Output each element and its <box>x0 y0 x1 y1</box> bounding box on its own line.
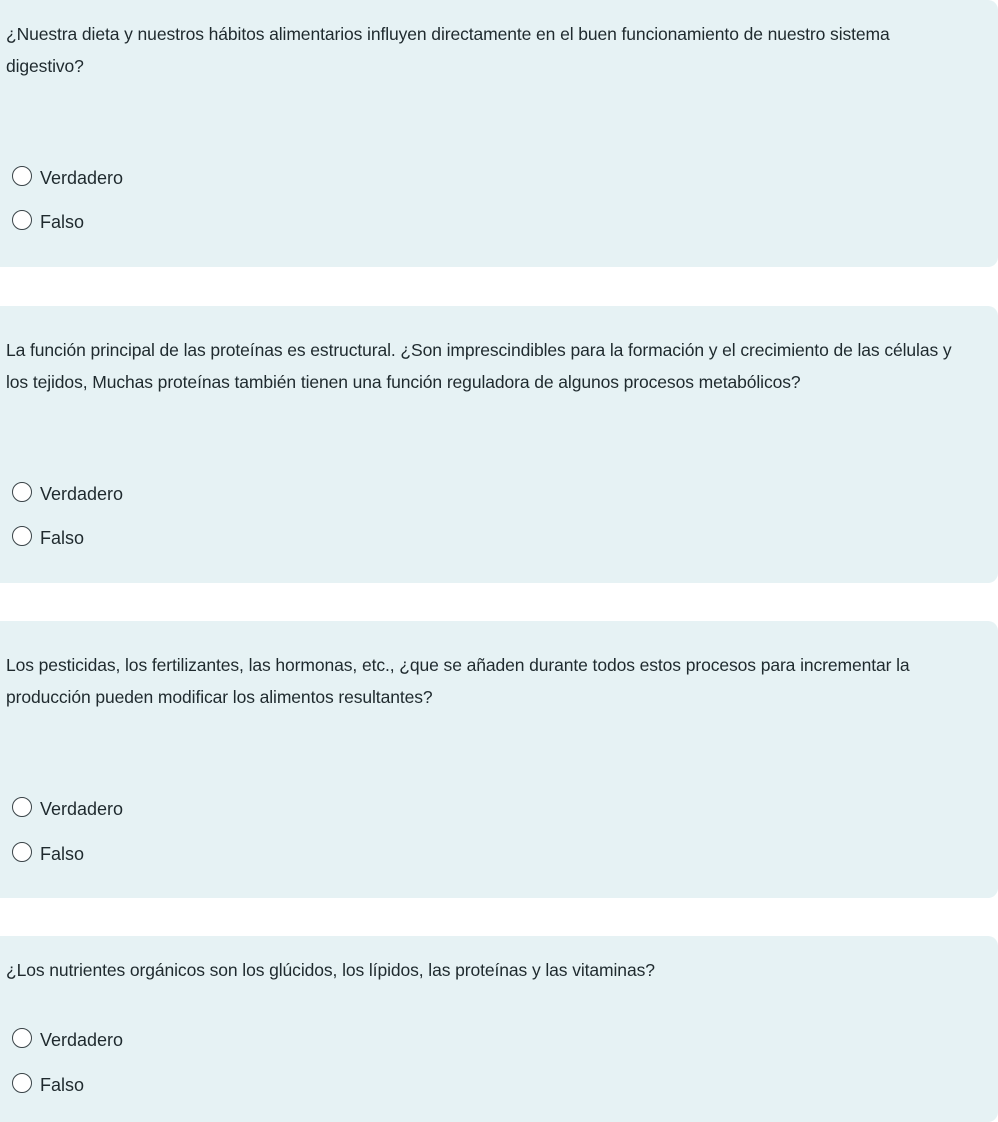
option-falso[interactable] <box>12 205 84 235</box>
radio-button[interactable] <box>12 166 32 186</box>
option-falso[interactable] <box>12 837 84 867</box>
option-label: Falso <box>40 1075 85 1095</box>
option-verdadero[interactable] <box>12 477 123 507</box>
radio-button[interactable] <box>12 482 32 502</box>
option-label: Verdadero <box>40 168 124 188</box>
option-falso[interactable] <box>12 1068 84 1098</box>
option-verdadero[interactable] <box>12 1023 123 1053</box>
option-label: Falso <box>40 844 85 864</box>
option-verdadero[interactable] <box>12 161 123 191</box>
option-label: Verdadero <box>40 799 124 819</box>
question-text: Los pesticidas, los fertilizantes, las hormonas, etc., ¿que se añaden durante todos estos procesos para incrementar la producción pueden modificar los alimentos resultantes? <box>6 655 910 707</box>
radio-button[interactable] <box>12 797 32 817</box>
question-card-2 <box>0 306 998 583</box>
question-text: La función principal de las proteínas es estructural. ¿Son imprescindibles para la formación y el crecimiento de las células y los tejidos, Muchas proteínas también tienen una función reguladora de algunos procesos metabólicos? <box>6 340 952 392</box>
option-label: Verdadero <box>40 1030 124 1050</box>
radio-button[interactable] <box>12 1073 32 1093</box>
option-label: Verdadero <box>40 484 124 504</box>
question-text: ¿Los nutrientes orgánicos son los glúcidos, los lípidos, las proteínas y las vitaminas? <box>6 960 655 980</box>
radio-button[interactable] <box>12 210 32 230</box>
option-label: Falso <box>40 528 85 548</box>
radio-button[interactable] <box>12 842 32 862</box>
option-falso[interactable] <box>12 521 84 551</box>
radio-button[interactable] <box>12 526 32 546</box>
question-card-3 <box>0 621 998 898</box>
option-verdadero[interactable] <box>12 792 123 822</box>
question-card-4 <box>0 936 998 1122</box>
radio-button[interactable] <box>12 1028 32 1048</box>
question-text: ¿Nuestra dieta y nuestros hábitos alimentarios influyen directamente en el buen funcionamiento de nuestro sistema digestivo? <box>6 24 890 76</box>
question-card-1 <box>0 0 998 267</box>
option-label: Falso <box>40 212 85 232</box>
